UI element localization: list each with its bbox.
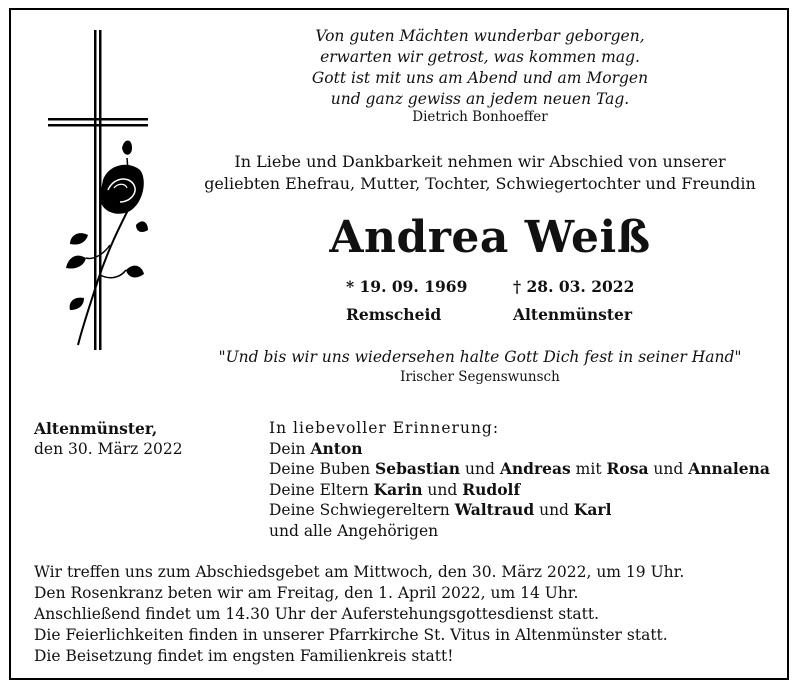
mourner-name: Anton [310,438,363,458]
death-place: Altenmünster [513,305,633,324]
notice-line: Anschließend findet um 14.30 Uhr der Auferstehungsgottesdienst statt. [34,605,600,623]
mourner-name: Karin [373,479,423,499]
poem-line: Gott ist mit uns am Abend und am Morgen [311,69,649,87]
quote-text: "Und bis wir uns wiedersehen halte Gott Dich fest in seiner Hand" [218,348,742,366]
birth-place: Remscheid [346,305,442,324]
cross-with-rose-icon [48,30,148,350]
mourner-line [269,439,770,460]
service-notice [34,562,684,667]
quote-source: Irischer Segenswunsch [400,369,560,385]
mourner-line: und alle Angehörigen [269,521,439,540]
mourner-line [269,500,770,521]
mourner-name: Andreas [499,459,571,478]
mourner-relation: Deine Buben [269,460,376,478]
intro-text [190,151,770,195]
notice-line: Den Rosenkranz beten wir am Freitag, den 1. April 2022, um 14 Uhr. [34,584,579,602]
intro-line: In Liebe und Dankbarkeit nehmen wir Abschied von unserer [234,152,726,171]
notice-line: Wir treffen uns zum Abschiedsgebet am Mittwoch, den 30. März 2022, um 19 Uhr. [34,563,685,581]
poem-line: erwarten wir getrost, was kommen mag. [320,48,640,66]
mourner-name: Annalena [688,459,770,478]
date-text: den 30. März 2022 [34,440,183,458]
poem-author: Dietrich Bonhoeffer [412,109,548,125]
place-date [34,418,183,460]
poem-line: Von guten Mächten wunderbar geborgen, [315,27,645,45]
mourner-name: Karl [573,500,612,519]
mourner-relation: Dein [269,439,311,458]
birth-date: * 19. 09. 1969 [346,277,468,296]
connector-text: und [534,501,574,519]
connector-text: mit [570,460,607,478]
notice-line: Die Beisetzung findet im engsten Familienkreis statt! [34,647,454,665]
death-date: † 28. 03. 2022 [513,277,635,296]
place-name: Altenmünster, [34,419,158,438]
mourner-name: Rosa [606,459,649,478]
mourner-relation: Deine Schwiegereltern [269,501,455,519]
connector-text: und [648,460,689,478]
poem-line: und ganz gewiss an jedem neuen Tag. [330,90,630,108]
notice-line: Die Feierlichkeiten finden in unserer Pfarrkirche St. Vitus in Altenmünster statt. [34,626,668,644]
death-block [513,273,634,329]
mourner-line [269,459,770,480]
mourner-name: Waltraud [454,500,535,519]
mourners-list [269,418,770,541]
mourner-name: Rudolf [462,479,521,499]
connector-text: und [460,460,500,478]
mourner-line [269,480,770,501]
birth-block [346,273,467,329]
mourner-relation: Deine Eltern [269,480,374,499]
intro-line: geliebten Ehefrau, Mutter, Tochter, Schwiegertochter und Freundin [204,174,756,193]
mourner-name: Sebastian [375,459,461,478]
mourners-heading: In liebevoller Erinnerung: [269,419,500,437]
poem [230,26,730,110]
deceased-name: Andrea Weiß [329,212,651,263]
connector-text: und [422,480,463,499]
